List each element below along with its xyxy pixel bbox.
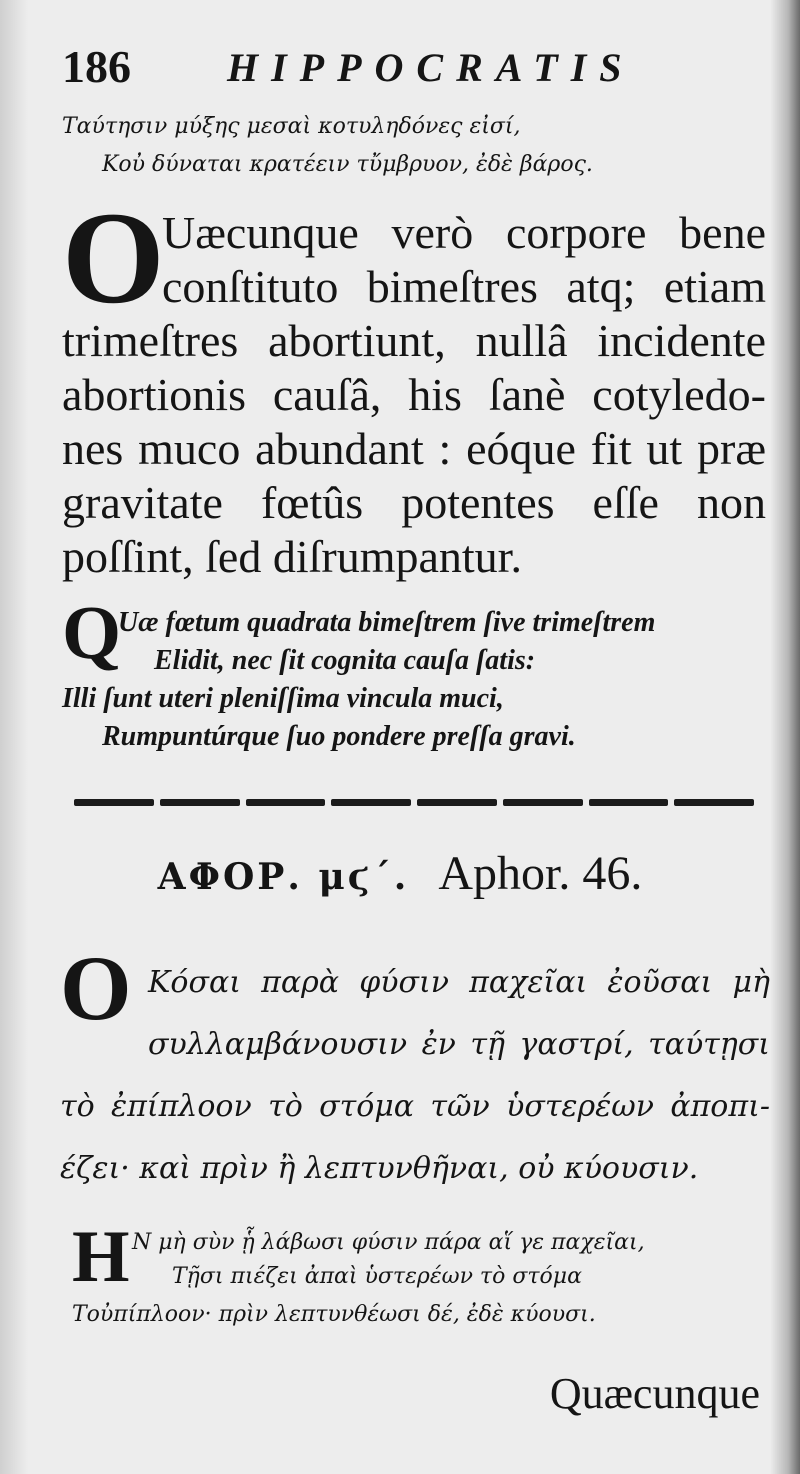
verse-line: Uæ fœtum quadrata bimeſtrem ſive trimeſtrem xyxy=(118,607,656,638)
prose-line: trimeſtres abortiunt, nullâ incidente xyxy=(62,315,766,366)
drop-cap: O xyxy=(62,184,165,331)
prose-line: abortionis cauſâ, his ſanè cotyledo- xyxy=(62,369,766,420)
drop-cap: Q xyxy=(62,591,122,675)
drop-cap: O xyxy=(60,937,132,1039)
verse-line: Rumpuntúrque ſuo pondere preſſa gravi. xyxy=(102,721,576,752)
running-title: HIPPOCRATIS xyxy=(227,45,635,90)
page-header xyxy=(62,40,700,90)
greek-verse-line: Ταύτησιν μύξης μεσαὶ κοτυληδόνες εἰσί, xyxy=(62,114,521,139)
verse-line: Τοὐπίπλοον· πρὶν λεπτυνθέωσι δέ, ἐδὲ κύουσι. xyxy=(72,1302,596,1327)
prose-line: Uæcunque verò corpore bene xyxy=(162,207,766,258)
aphorism-number-greek: ΑΦΟΡ. μϛ΄. xyxy=(157,856,410,898)
prose-line: nes muco abundant : eóque fit ut præ xyxy=(62,423,766,474)
prose-line: poſſint, ſed diſrumpantur. xyxy=(62,531,522,582)
prose-line: έζει· καὶ πρὶν ἢ λεπτυνθῆναι, οὐ κύουσιν. xyxy=(60,1151,699,1186)
page-number: 186 xyxy=(62,41,131,92)
greek-verse-block xyxy=(62,108,782,184)
greek-verse-line: Κοὐ δύναται κρατέειν τὔμβρυον, ἐδὲ βάρος. xyxy=(102,152,593,177)
catchword: Quæcunque xyxy=(549,1369,760,1418)
prose-line: τὸ ἐπίπλοον τὸ στόμα τῶν ὑστερέων ἀποπι- xyxy=(60,1089,770,1124)
section-divider-rule xyxy=(74,797,754,809)
verse-line: Ν μὴ σὺν ᾗ λάβωσι φύσιν πάρα αἵ γε παχεῖαι, xyxy=(132,1230,645,1255)
aphorism-heading xyxy=(0,846,800,901)
prose-line: gravitate fœtûs potentes eſſe non xyxy=(62,477,766,528)
verse-line: Illi ſunt uteri pleniſſima vincula muci, xyxy=(62,683,504,714)
prose-line: συλλαμβάνουσιν ἐν τῇ γαστρί, ταύτῃσι xyxy=(148,1027,770,1062)
drop-cap: H xyxy=(72,1216,130,1298)
prose-line: conſtituto bimeſtres atq; etiam xyxy=(162,261,766,312)
aphorism-number-latin: Aphor. 46. xyxy=(438,847,643,900)
verse-line: Elidit, nec ſit cognita cauſa ſatis: xyxy=(154,645,536,676)
prose-line: Κόσαι παρὰ φύσιν παχεῖαι ἐοῦσαι μὴ xyxy=(148,965,770,1000)
verse-line: Τῇσι πιέζει ἀπαὶ ὑστερέων τὸ στόμα xyxy=(172,1264,582,1289)
